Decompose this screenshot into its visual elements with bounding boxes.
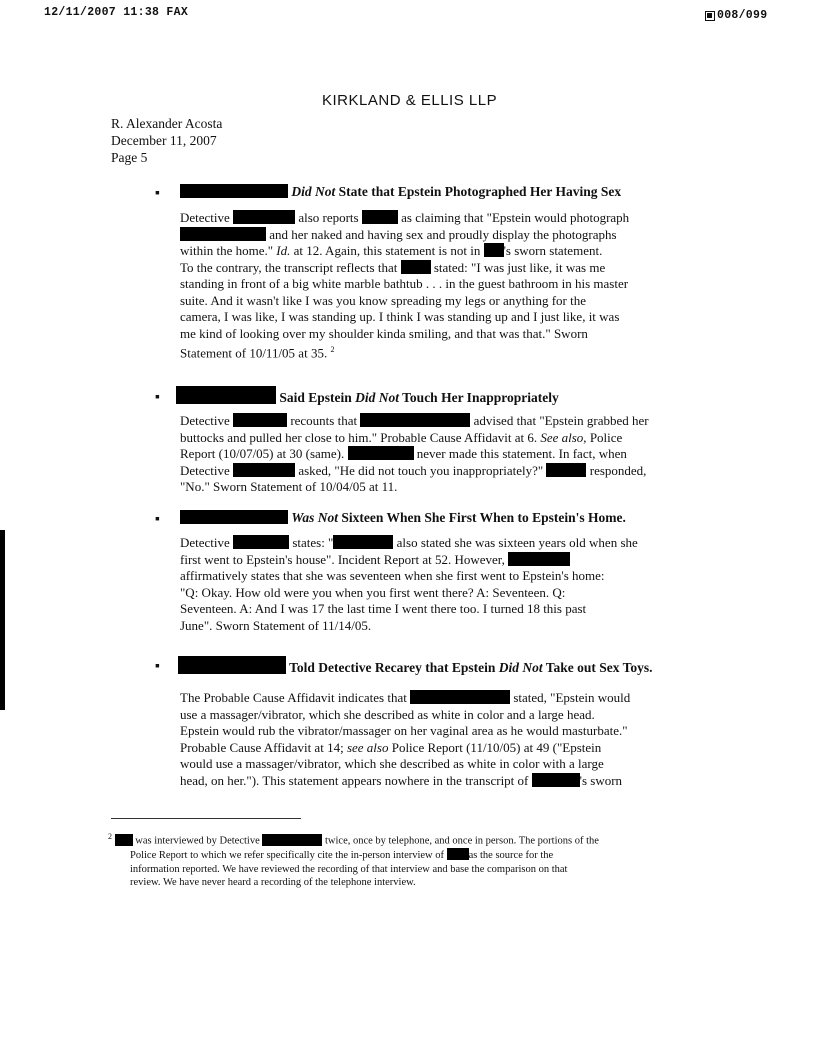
redaction-block [180,510,288,524]
redaction-block [178,656,286,674]
bullet: ▪ [155,512,160,527]
redaction-block [333,535,393,549]
fax-timestamp: 12/11/2007 11:38 FAX [44,6,189,19]
firm-name: KIRKLAND & ELLIS LLP [322,92,498,109]
redaction-block [233,463,295,477]
fax-icon [705,11,715,21]
redaction-block [532,773,580,787]
footnote-marker: 2 [108,832,112,841]
redaction-block [447,848,469,860]
section-heading: Was Not Sixteen When She First When to Epstein's Home. [180,510,626,526]
redaction-block [484,243,504,257]
letter-header [111,115,222,166]
fax-page-counter: 008/099 [705,9,767,22]
redaction-block [348,446,414,460]
redaction-block [176,386,276,404]
redaction-block [360,413,470,427]
redaction-block [233,413,287,427]
section-paragraph: Detective recounts that advised that "Epstein grabbed her buttocks and pulled her close to him." Probable Cause Affidavit at 6. See also, Police Report (10/07/05) at 30 (same). never made this statement. In fact, when Detective asked, "He did not touch you inappropriately?" responded, "No." Sworn Statement of 10/04/05 at 11. [180,413,649,494]
redaction-block [362,210,398,224]
page-number: Page 5 [111,150,148,165]
redaction-block [115,834,133,846]
scan-edge-mark [0,530,5,710]
bullet: ▪ [155,659,160,674]
section-paragraph: The Probable Cause Affidavit indicates that stated, "Epstein would use a massager/vibrator, which she described as white in color and a large head. Epstein would rub the vibrator/massager on her vaginal area as he would masturbate." Probable Cause Affidavit at 14; see also Police Report (11/10/05) at 49 ("Epstein would use a massager/vibrator, which she described as white in color with a large head, on her."). This statement appears nowhere in the transcript of 's sworn [180,690,631,788]
footnote-rule [111,818,301,819]
redaction-block [233,535,289,549]
redaction-block [233,210,295,224]
redaction-block [546,463,586,477]
bullet: ▪ [155,186,160,201]
redaction-block [410,690,510,704]
section-heading: Did Not State that Epstein Photographed Her Having Sex [180,184,621,200]
letter-date: December 11, 2007 [111,133,217,148]
redaction-block [180,184,288,198]
redaction-block [262,834,322,846]
section-heading: Told Detective Recarey that Epstein Did Not Take out Sex Toys. [178,656,653,676]
redaction-block [180,227,266,241]
footnote-reference: 2 [330,345,335,354]
footnote: $^2$ was interviewed by Detective twice, once by telephone, and once in person. The portions of the Police Report to which we refer specifically cite the in-person interview of as the source for the information reported. We have reviewed the recording of that interview and base the comparison on that review. We have never heard a recording of the telephone interview. [108,832,599,888]
redaction-block [508,552,570,566]
section-paragraph: Detective states: " also stated she was sixteen years old when she first went to Epstein's house". Incident Report at 52. However, affirmatively states that she was seventeen when she first went to Epstein's home: "Q: Okay. How old were you when you first went there? A: Seventeen. Q: Seventeen. A: And I was 17 the last time I went there too. I turned 18 this past June". Sworn Statement of 11/14/05. [180,535,638,633]
section-heading: Said Epstein Did Not Touch Her Inappropriately [176,386,559,406]
redaction-block [401,260,431,274]
bullet: ▪ [155,390,160,405]
recipient-name: R. Alexander Acosta [111,116,223,131]
section-paragraph: Detective also reports as claiming that "Epstein would photograph and her naked and having sex and proudly display the photographs within the home." Id. at 12. Again, this statement is not in 's sworn statement. To the contrary, the transcript reflects that stated: "I was just like, it was me standing in front of a big white marble bathtub . . . in the guest bathroom in his master suite. And it wasn't like I was you know spreading my legs or anything for the camera, I was like, I was standing up. I think I was standing up and I just like, it was me kind of looking over my shoulder kinda smiling, and that was that." Sworn Statement of 10/11/05 at 35. $^2$ [180,210,630,361]
